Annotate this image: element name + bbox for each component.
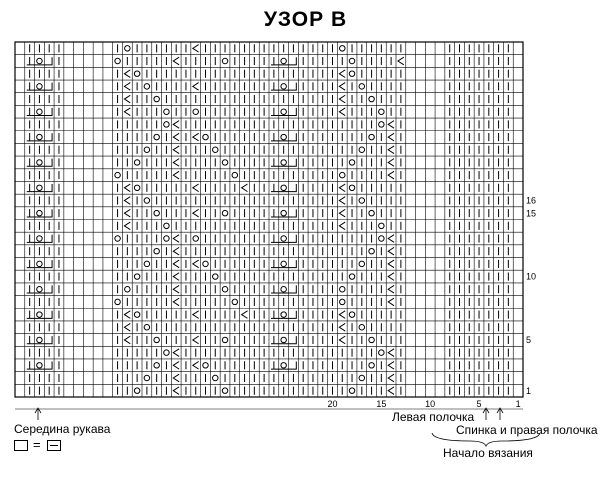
yarn-over-mark <box>340 172 345 177</box>
yarn-over-mark <box>203 363 208 368</box>
yarn-over-mark <box>144 325 149 330</box>
yarn-over-mark <box>281 58 286 63</box>
yarn-over-mark <box>154 248 159 253</box>
yarn-over-mark <box>359 84 364 89</box>
decrease-mark <box>124 83 130 91</box>
yarn-over-mark <box>37 210 42 215</box>
decrease-mark <box>193 362 199 370</box>
decrease-mark <box>388 260 394 268</box>
yarn-over-mark <box>164 122 169 127</box>
decrease-mark <box>124 323 130 331</box>
yarn-over-mark <box>144 198 149 203</box>
yarn-over-mark <box>281 261 286 266</box>
yarn-over-mark <box>222 286 227 291</box>
yarn-over-mark <box>37 58 42 63</box>
yarn-over-mark <box>134 160 139 165</box>
yarn-over-mark <box>37 134 42 139</box>
decrease-mark <box>193 260 199 268</box>
yarn-over-mark <box>222 160 227 165</box>
yarn-over-mark <box>349 185 354 190</box>
decrease-mark <box>124 197 130 205</box>
yarn-over-mark <box>193 109 198 114</box>
decrease-mark <box>339 209 345 217</box>
decrease-mark <box>388 133 394 141</box>
yarn-over-mark <box>164 350 169 355</box>
yarn-over-mark <box>37 261 42 266</box>
yarn-over-mark <box>134 388 139 393</box>
yarn-over-mark <box>125 46 130 51</box>
yarn-over-mark <box>281 109 286 114</box>
yarn-over-mark <box>359 198 364 203</box>
legend-purl-dash <box>50 445 58 446</box>
decrease-mark <box>193 184 199 192</box>
yarn-over-mark <box>369 337 374 342</box>
decrease-mark <box>388 285 394 293</box>
yarn-over-mark <box>281 363 286 368</box>
yarn-over-mark <box>37 109 42 114</box>
decrease-mark <box>339 83 345 91</box>
decrease-mark <box>124 336 130 344</box>
decrease-mark <box>242 311 248 319</box>
yarn-over-mark <box>37 185 42 190</box>
yarn-over-mark <box>37 236 42 241</box>
yarn-over-mark <box>164 236 169 241</box>
yarn-over-mark <box>115 172 120 177</box>
decrease-mark <box>339 70 345 78</box>
yarn-over-mark <box>222 388 227 393</box>
yarn-over-mark <box>281 134 286 139</box>
yarn-over-mark <box>232 299 237 304</box>
yarn-over-mark <box>125 286 130 291</box>
yarn-over-mark <box>134 312 139 317</box>
yarn-over-mark <box>154 337 159 342</box>
yarn-over-mark <box>115 299 120 304</box>
decrease-mark <box>339 197 345 205</box>
decrease-mark <box>173 235 179 243</box>
yarn-over-mark <box>281 236 286 241</box>
decrease-mark <box>193 45 199 53</box>
yarn-over-mark <box>37 286 42 291</box>
decrease-mark <box>173 57 179 65</box>
yarn-over-mark <box>37 363 42 368</box>
decrease-mark <box>339 222 345 230</box>
yarn-over-mark <box>349 312 354 317</box>
yarn-over-mark <box>164 109 169 114</box>
decrease-mark <box>339 108 345 116</box>
yarn-over-mark <box>164 223 169 228</box>
decrease-mark <box>193 311 199 319</box>
decrease-mark <box>339 311 345 319</box>
decrease-mark <box>173 247 179 255</box>
decrease-mark <box>388 146 394 154</box>
yarn-over-mark <box>379 236 384 241</box>
yarn-over-mark <box>213 274 218 279</box>
column-number: 10 <box>425 399 436 409</box>
yarn-over-mark <box>340 299 345 304</box>
decrease-mark <box>388 387 394 395</box>
decrease-mark <box>388 247 394 255</box>
yarn-over-mark <box>369 96 374 101</box>
decrease-mark <box>388 349 394 357</box>
yarn-over-mark <box>349 160 354 165</box>
decrease-mark <box>124 70 130 78</box>
yarn-over-mark <box>349 388 354 393</box>
yarn-over-mark <box>203 134 208 139</box>
decrease-mark <box>173 146 179 154</box>
decrease-mark <box>173 260 179 268</box>
yarn-over-mark <box>37 160 42 165</box>
yarn-over-mark <box>369 134 374 139</box>
yarn-over-mark <box>340 286 345 291</box>
decrease-mark <box>388 171 394 179</box>
decrease-mark <box>388 298 394 306</box>
decrease-mark <box>339 336 345 344</box>
decrease-mark <box>173 387 179 395</box>
legend-knit-symbol <box>14 440 28 451</box>
decrease-mark <box>388 235 394 243</box>
column-number: 5 <box>476 399 482 409</box>
yarn-over-mark <box>222 58 227 63</box>
caption-back-right-front: Спинка и правая полочка <box>456 423 598 437</box>
yarn-over-mark <box>379 122 384 127</box>
yarn-over-mark <box>37 84 42 89</box>
row-number: 1 <box>526 385 532 396</box>
yarn-over-mark <box>281 185 286 190</box>
caption-left-front: Левая полочка <box>392 410 475 424</box>
decrease-mark <box>173 273 179 281</box>
yarn-over-mark <box>379 350 384 355</box>
decrease-mark <box>124 108 130 116</box>
decrease-mark <box>173 171 179 179</box>
yarn-over-mark <box>37 337 42 342</box>
decrease-mark <box>124 95 130 103</box>
yarn-over-mark <box>340 46 345 51</box>
yarn-over-mark <box>281 337 286 342</box>
decrease-mark <box>339 184 345 192</box>
decrease-mark <box>339 95 345 103</box>
row-number: 10 <box>526 271 537 282</box>
decrease-mark <box>173 298 179 306</box>
legend-equals: = <box>33 437 41 452</box>
yarn-over-mark <box>349 274 354 279</box>
yarn-over-mark <box>349 58 354 63</box>
column-number: 1 <box>515 399 521 409</box>
yarn-over-mark <box>144 375 149 380</box>
yarn-over-mark <box>144 84 149 89</box>
yarn-over-mark <box>281 210 286 215</box>
decrease-mark <box>124 209 130 217</box>
legend-purl-symbol <box>47 440 61 451</box>
yarn-over-mark <box>369 210 374 215</box>
diagram-title: УЗОР В <box>263 8 348 31</box>
yarn-over-mark <box>281 84 286 89</box>
yarn-over-mark <box>154 210 159 215</box>
decrease-mark <box>193 133 199 141</box>
decrease-mark <box>124 184 130 192</box>
decrease-mark <box>173 285 179 293</box>
row-number: 15 <box>526 208 537 219</box>
decrease-mark <box>339 323 345 331</box>
yarn-over-mark <box>154 363 159 368</box>
decrease-mark <box>173 362 179 370</box>
yarn-over-mark <box>281 312 286 317</box>
decrease-mark <box>193 83 199 91</box>
yarn-over-mark <box>281 286 286 291</box>
yarn-over-mark <box>144 261 149 266</box>
caption-sleeve-middle: Середина рукава <box>14 422 111 436</box>
yarn-over-mark <box>379 109 384 114</box>
decrease-mark <box>173 159 179 167</box>
yarn-over-mark <box>379 223 384 228</box>
yarn-over-mark <box>359 325 364 330</box>
decrease-mark <box>173 349 179 357</box>
decrease-mark <box>124 222 130 230</box>
decrease-mark <box>124 311 130 319</box>
decrease-mark <box>388 159 394 167</box>
decrease-mark <box>388 362 394 370</box>
decrease-mark <box>388 273 394 281</box>
yarn-over-mark <box>349 71 354 76</box>
yarn-over-mark <box>213 375 218 380</box>
yarn-over-mark <box>359 147 364 152</box>
yarn-over-mark <box>369 363 374 368</box>
decrease-mark <box>388 121 394 129</box>
decrease-mark <box>173 374 179 382</box>
yarn-over-mark <box>37 312 42 317</box>
row-number: 16 <box>526 195 537 206</box>
decrease-mark <box>242 184 248 192</box>
yarn-over-mark <box>222 337 227 342</box>
yarn-over-mark <box>144 147 149 152</box>
yarn-over-mark <box>232 172 237 177</box>
yarn-over-mark <box>134 71 139 76</box>
yarn-over-mark <box>115 236 120 241</box>
decrease-mark <box>173 133 179 141</box>
decrease-mark <box>193 209 199 217</box>
yarn-over-mark <box>193 236 198 241</box>
yarn-over-mark <box>154 96 159 101</box>
decrease-mark <box>193 336 199 344</box>
decrease-mark <box>173 121 179 129</box>
decrease-mark <box>388 374 394 382</box>
column-number: 20 <box>327 399 338 409</box>
yarn-over-mark <box>281 160 286 165</box>
yarn-over-mark <box>369 248 374 253</box>
yarn-over-mark <box>359 375 364 380</box>
yarn-over-mark <box>154 134 159 139</box>
yarn-over-mark <box>222 210 227 215</box>
yarn-over-mark <box>134 274 139 279</box>
yarn-over-mark <box>115 58 120 63</box>
yarn-over-mark <box>359 261 364 266</box>
yarn-over-mark <box>203 261 208 266</box>
caption-start: Начало вязания <box>443 446 533 460</box>
column-number: 15 <box>376 399 387 409</box>
yarn-over-mark <box>134 185 139 190</box>
yarn-over-mark <box>213 147 218 152</box>
decrease-mark <box>398 57 404 65</box>
row-number: 5 <box>526 335 532 346</box>
